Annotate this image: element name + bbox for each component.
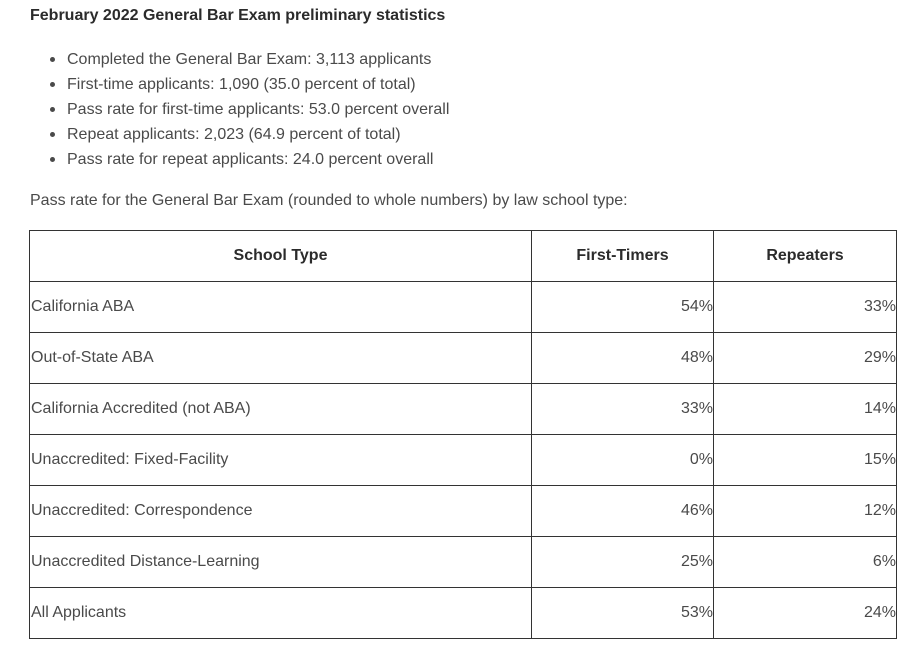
column-header-school-type: School Type	[30, 231, 532, 282]
table-row	[30, 384, 897, 435]
table-row	[30, 486, 897, 537]
list-item	[67, 122, 449, 147]
list-item	[67, 147, 449, 172]
list-item	[67, 47, 449, 72]
stat-text: First-time applicants: 1,090 (35.0 percent of total)	[67, 76, 416, 93]
bullet-icon	[50, 107, 55, 112]
table-row	[30, 435, 897, 486]
table-intro: Pass rate for the General Bar Exam (rounded to whole numbers) by law school type:	[30, 192, 628, 209]
school-type-cell: Unaccredited: Fixed-Facility	[30, 435, 532, 486]
repeaters-cell: 12%	[714, 486, 897, 537]
first-timers-cell: 48%	[532, 333, 714, 384]
school-type-cell: California ABA	[30, 282, 532, 333]
table-row	[30, 537, 897, 588]
page-title: February 2022 General Bar Exam preliminary statistics	[30, 7, 446, 24]
repeaters-cell: 15%	[714, 435, 897, 486]
stat-text: Pass rate for first-time applicants: 53.0 percent overall	[67, 101, 450, 118]
first-timers-cell: 46%	[532, 486, 714, 537]
stat-text: Pass rate for repeat applicants: 24.0 percent overall	[67, 151, 434, 168]
statistics-list	[30, 47, 449, 172]
list-item	[67, 72, 449, 97]
first-timers-cell: 25%	[532, 537, 714, 588]
column-header-repeaters: Repeaters	[714, 231, 897, 282]
first-timers-cell: 53%	[532, 588, 714, 639]
stat-text: Repeat applicants: 2,023 (64.9 percent of total)	[67, 126, 401, 143]
bullet-icon	[50, 157, 55, 162]
bullet-icon	[50, 57, 55, 62]
stat-text: Completed the General Bar Exam: 3,113 applicants	[67, 51, 432, 68]
school-type-cell: All Applicants	[30, 588, 532, 639]
repeaters-cell: 33%	[714, 282, 897, 333]
repeaters-cell: 14%	[714, 384, 897, 435]
school-type-cell: California Accredited (not ABA)	[30, 384, 532, 435]
table-row	[30, 282, 897, 333]
first-timers-cell: 0%	[532, 435, 714, 486]
first-timers-cell: 33%	[532, 384, 714, 435]
repeaters-cell: 6%	[714, 537, 897, 588]
pass-rate-table	[29, 230, 897, 639]
table-row	[30, 588, 897, 639]
first-timers-cell: 54%	[532, 282, 714, 333]
table-row	[30, 333, 897, 384]
school-type-cell: Out-of-State ABA	[30, 333, 532, 384]
repeaters-cell: 24%	[714, 588, 897, 639]
list-item	[67, 97, 449, 122]
bullet-icon	[50, 82, 55, 87]
repeaters-cell: 29%	[714, 333, 897, 384]
school-type-cell: Unaccredited: Correspondence	[30, 486, 532, 537]
table-header-row	[30, 231, 897, 282]
column-header-first-timers: First-Timers	[532, 231, 714, 282]
bullet-icon	[50, 132, 55, 137]
school-type-cell: Unaccredited Distance-Learning	[30, 537, 532, 588]
